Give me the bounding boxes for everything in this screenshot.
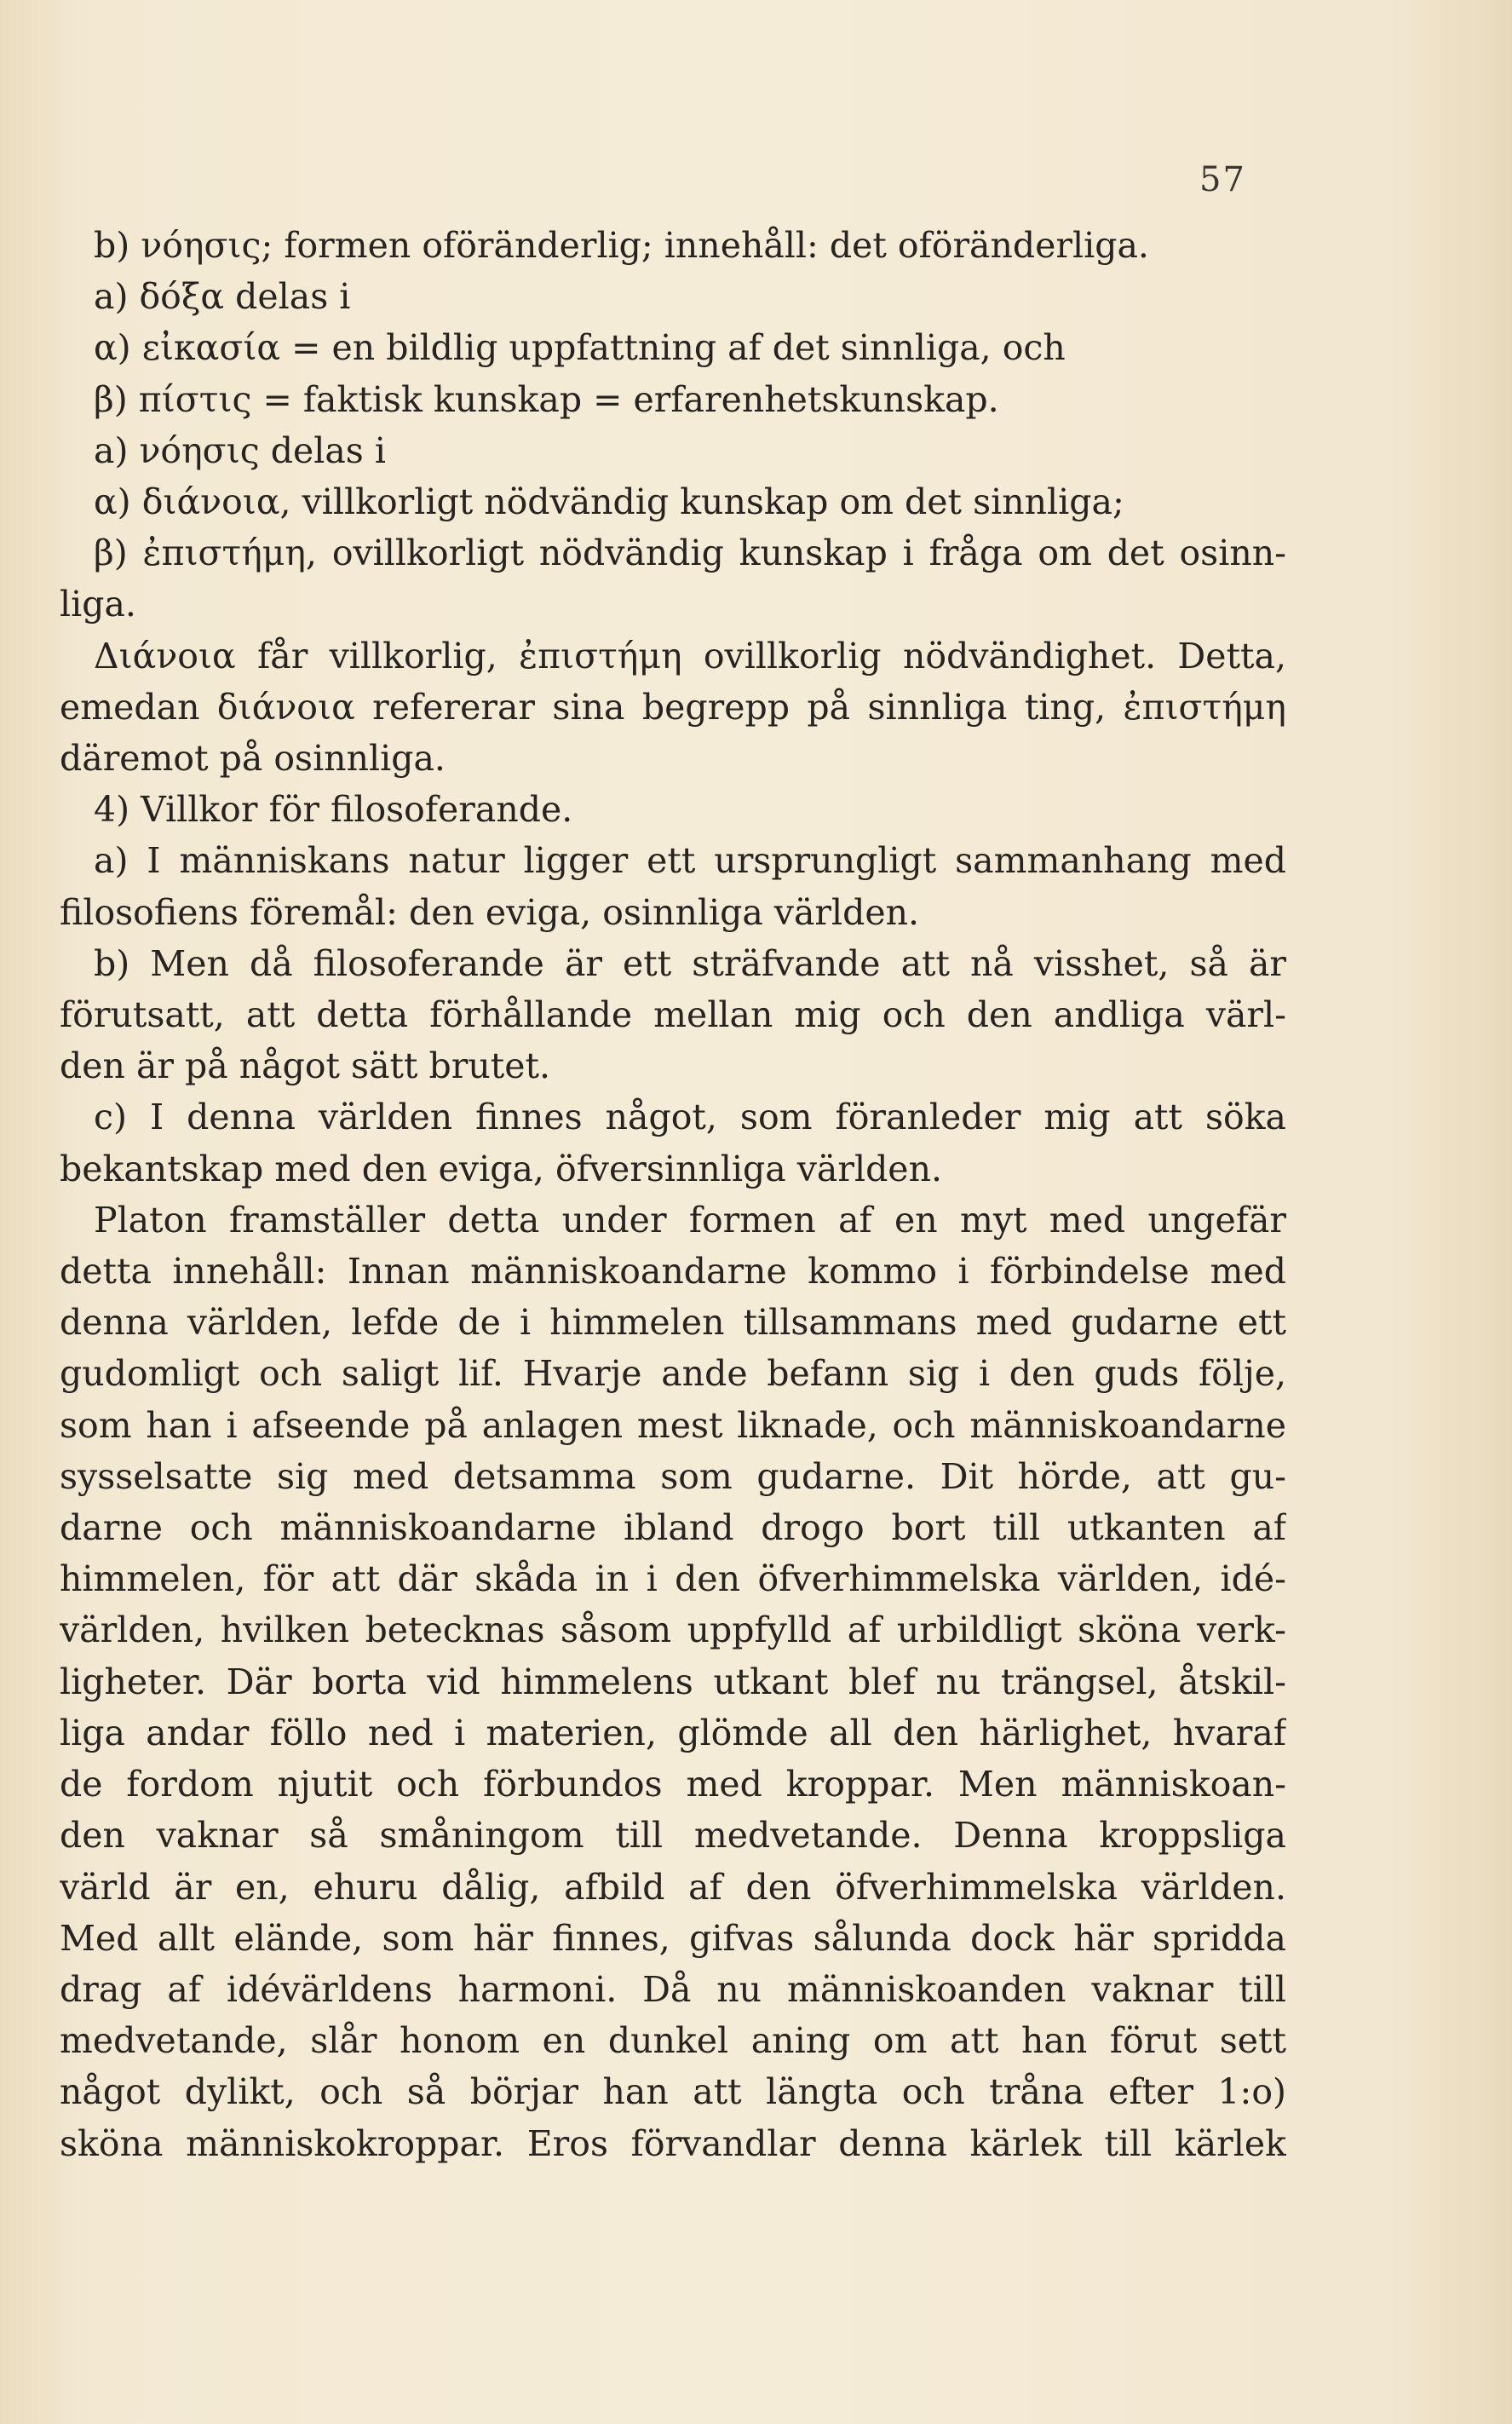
text-line: Διάνοια får villkorlig, ἐπιστήμη ovillkorlig nödvändighet. Detta,	[94, 635, 1286, 677]
text-line: förutsatt, att detta förhållande mellan mig och den andliga värl-	[60, 994, 1286, 1036]
text-line: sysselsatte sig med detsamma som gudarne. Dit hörde, att gu-	[60, 1455, 1286, 1497]
text-line: Platon framställer detta under formen af en myt med ungefär	[94, 1199, 1286, 1241]
text-line: denna världen, lefde de i himmelen tillsammans med gudarne ett	[60, 1302, 1286, 1344]
text-line: däremot på osinnliga.	[60, 738, 446, 780]
text-line: filosofiens föremål: den eviga, osinnliga världen.	[60, 891, 920, 933]
text-line: detta innehåll: Innan människoandarne kommo i förbindelse med	[60, 1251, 1286, 1293]
text-line: b) νόησις; formen oföränderlig; innehåll: det oföränderliga.	[94, 225, 1149, 266]
text-line: Med allt elände, som här finnes, gifvas sålunda dock här spridda	[60, 1917, 1286, 1959]
text-line: medvetande, slår honom en dunkel aning om att han förut sett	[60, 2020, 1286, 2062]
text-line: bekantskap med den eviga, öfversinnliga världen.	[60, 1148, 943, 1189]
text-line: 4) Villkor för filosoferande.	[94, 789, 573, 831]
text-line: β) ἐπιστήμη, ovillkorligt nödvändig kunskap i fråga om det osinn-	[94, 533, 1286, 574]
text-line: ligheter. Där borta vid himmelens utkant blef nu trängsel, åtskil-	[60, 1661, 1286, 1702]
text-line: b) Men då filosoferande är ett sträfvande att nå visshet, så är	[94, 942, 1286, 984]
text-line: α) διάνοια, villkorligt nödvändig kunskap om det sinnliga;	[94, 481, 1124, 523]
body-text	[60, 220, 1286, 2169]
text-line: α) εἰκασία = en bildlig uppfattning af det sinnliga, och	[94, 327, 1066, 369]
text-line: a) δόξα delas i	[94, 276, 351, 318]
text-line: liga.	[60, 584, 136, 625]
text-line: något dylikt, och så börjar han att längta och tråna efter 1:o)	[60, 2071, 1286, 2113]
text-line: β) πίστις = faktisk kunskap = erfarenhetskunskap.	[94, 378, 999, 420]
text-line: c) I denna världen finnes något, som föranleder mig att söka	[94, 1097, 1286, 1138]
text-line: den vaknar så småningom till medvetande. Denna kroppsliga	[60, 1815, 1286, 1857]
text-line: världen, hvilken betecknas såsom uppfylld af urbildligt sköna verk-	[60, 1609, 1286, 1651]
text-line: emedan διάνοια refererar sina begrepp på sinnliga ting, ἐπιστήμη	[60, 686, 1286, 728]
text-line: a) νόησις delas i	[94, 429, 386, 471]
text-line: darne och människoandarne ibland drogo bort till utkanten af	[60, 1507, 1286, 1549]
text-line: gudomligt och saligt lif. Hvarje ande befann sig i den guds följe,	[60, 1353, 1286, 1395]
text-line: de fordom njutit och förbundos med kroppar. Men människoan-	[60, 1764, 1286, 1805]
text-line: a) I människans natur ligger ett ursprungligt sammanhang med	[94, 840, 1286, 882]
text-line: sköna människokroppar. Eros förvandlar denna kärlek till kärlek	[60, 2122, 1286, 2164]
text-line: värld är en, ehuru dålig, afbild af den öfverhimmelska världen.	[60, 1866, 1286, 1908]
text-line: den är på något sätt brutet.	[60, 1045, 551, 1087]
text-line: drag af idévärldens harmoni. Då nu människoanden vaknar till	[60, 1968, 1286, 2010]
text-line: liga andar föllo ned i materien, glömde all den härlighet, hvaraf	[60, 1712, 1286, 1753]
page-number: 57	[1199, 160, 1246, 199]
text-line: himmelen, för att där skåda in i den öfverhimmelska världen, idé-	[60, 1558, 1286, 1600]
text-line: som han i afseende på anlagen mest liknade, och människoandarne	[60, 1404, 1286, 1446]
